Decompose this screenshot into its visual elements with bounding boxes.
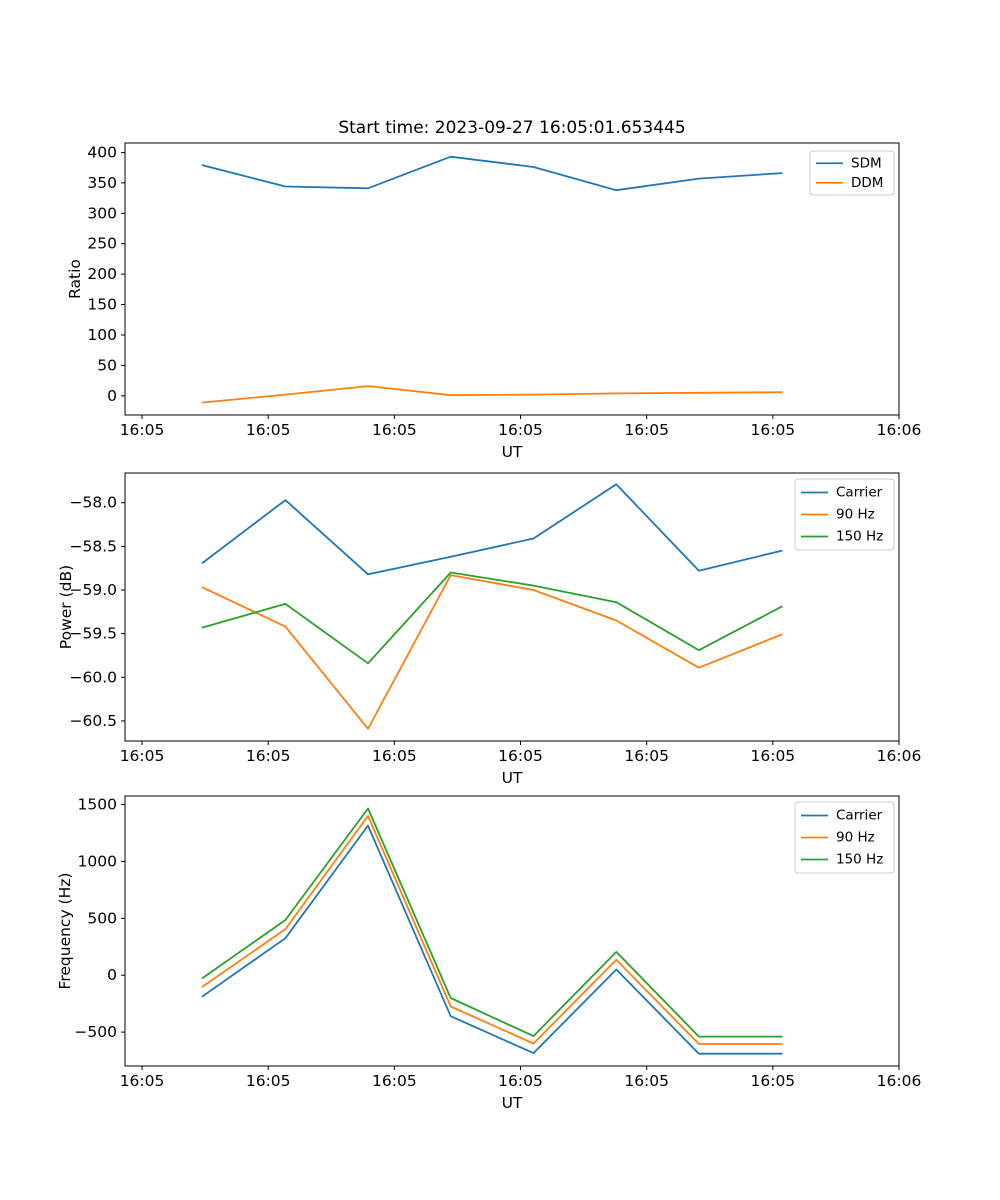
x-tick-label: 16:05 xyxy=(624,1072,670,1091)
chart-power xyxy=(57,473,921,787)
y-axis-label: Ratio xyxy=(66,259,84,299)
x-tick-label: 16:05 xyxy=(498,1072,543,1091)
y-tick-label: 200 xyxy=(87,265,117,284)
y-axis-label: Frequency (Hz) xyxy=(56,872,74,990)
x-tick-label: 16:05 xyxy=(498,747,543,766)
y-tick-label: −60.0 xyxy=(69,668,117,687)
series-line-sdm xyxy=(203,157,782,191)
x-tick-label: 16:05 xyxy=(245,1072,291,1091)
x-tick-label: 16:06 xyxy=(876,1072,922,1091)
series-line-carrier xyxy=(203,484,782,574)
y-tick-label: 1500 xyxy=(77,795,117,814)
y-tick-label: −59.0 xyxy=(69,580,117,599)
y-tick-label: −59.5 xyxy=(69,624,117,643)
y-tick-label: 0 xyxy=(107,966,117,985)
x-tick-label: 16:05 xyxy=(498,421,543,440)
x-tick-label: 16:05 xyxy=(119,421,165,440)
axes-spines xyxy=(125,473,899,741)
series-line-90-hz xyxy=(203,575,782,729)
y-tick-label: 50 xyxy=(97,356,117,375)
legend-label-90-hz: 90 Hz xyxy=(836,829,875,846)
legend-label-150-hz: 150 Hz xyxy=(836,528,884,545)
y-tick-label: 500 xyxy=(87,909,117,928)
series-line-150-hz xyxy=(203,573,782,664)
y-tick-label: −58.0 xyxy=(69,493,117,512)
legend-label-150-hz: 150 Hz xyxy=(836,851,884,868)
y-tick-label: −60.5 xyxy=(69,711,117,730)
series-line-ddm xyxy=(203,386,782,402)
x-tick-label: 16:05 xyxy=(245,421,291,440)
series-line-90-hz xyxy=(203,816,782,1044)
x-tick-label: 16:06 xyxy=(876,421,922,440)
x-tick-label: 16:05 xyxy=(372,1072,417,1091)
y-tick-label: 150 xyxy=(87,295,117,314)
y-axis-label: Power (dB) xyxy=(57,564,75,650)
y-tick-label: 100 xyxy=(87,325,117,344)
x-tick-label: 16:05 xyxy=(750,421,796,440)
series-line-carrier xyxy=(203,826,782,1054)
chart-frequency xyxy=(56,796,921,1113)
x-tick-label: 16:05 xyxy=(119,1072,165,1091)
y-tick-label: 250 xyxy=(87,234,117,253)
x-tick-label: 16:05 xyxy=(624,421,670,440)
x-tick-label: 16:05 xyxy=(750,747,796,766)
y-tick-label: 1000 xyxy=(77,852,117,871)
x-axis-label: UT xyxy=(501,443,523,462)
chart-ratio xyxy=(66,143,921,461)
y-tick-label: 400 xyxy=(87,143,117,162)
legend-label-90-hz: 90 Hz xyxy=(836,506,875,523)
y-tick-label: 0 xyxy=(107,386,117,405)
y-tick-label: 350 xyxy=(87,173,117,192)
x-tick-label: 16:05 xyxy=(372,747,417,766)
y-tick-label: −58.5 xyxy=(69,537,117,556)
x-tick-label: 16:05 xyxy=(750,1072,796,1091)
x-axis-label: UT xyxy=(501,769,523,788)
x-tick-label: 16:05 xyxy=(624,747,670,766)
legend-label-carrier: Carrier xyxy=(836,807,883,824)
y-tick-label: −500 xyxy=(74,1023,117,1042)
axes-spines xyxy=(125,143,899,415)
legend-label-carrier: Carrier xyxy=(836,484,883,501)
x-tick-label: 16:05 xyxy=(372,421,417,440)
x-axis-label: UT xyxy=(501,1094,523,1113)
legend-label-ddm: DDM xyxy=(851,174,884,191)
x-tick-label: 16:05 xyxy=(119,747,165,766)
figure-title: Start time: 2023-09-27 16:05:01.653445 xyxy=(338,118,686,138)
x-tick-label: 16:06 xyxy=(876,747,922,766)
y-tick-label: 300 xyxy=(87,204,117,223)
x-tick-label: 16:05 xyxy=(245,747,291,766)
legend-label-sdm: SDM xyxy=(851,155,882,172)
